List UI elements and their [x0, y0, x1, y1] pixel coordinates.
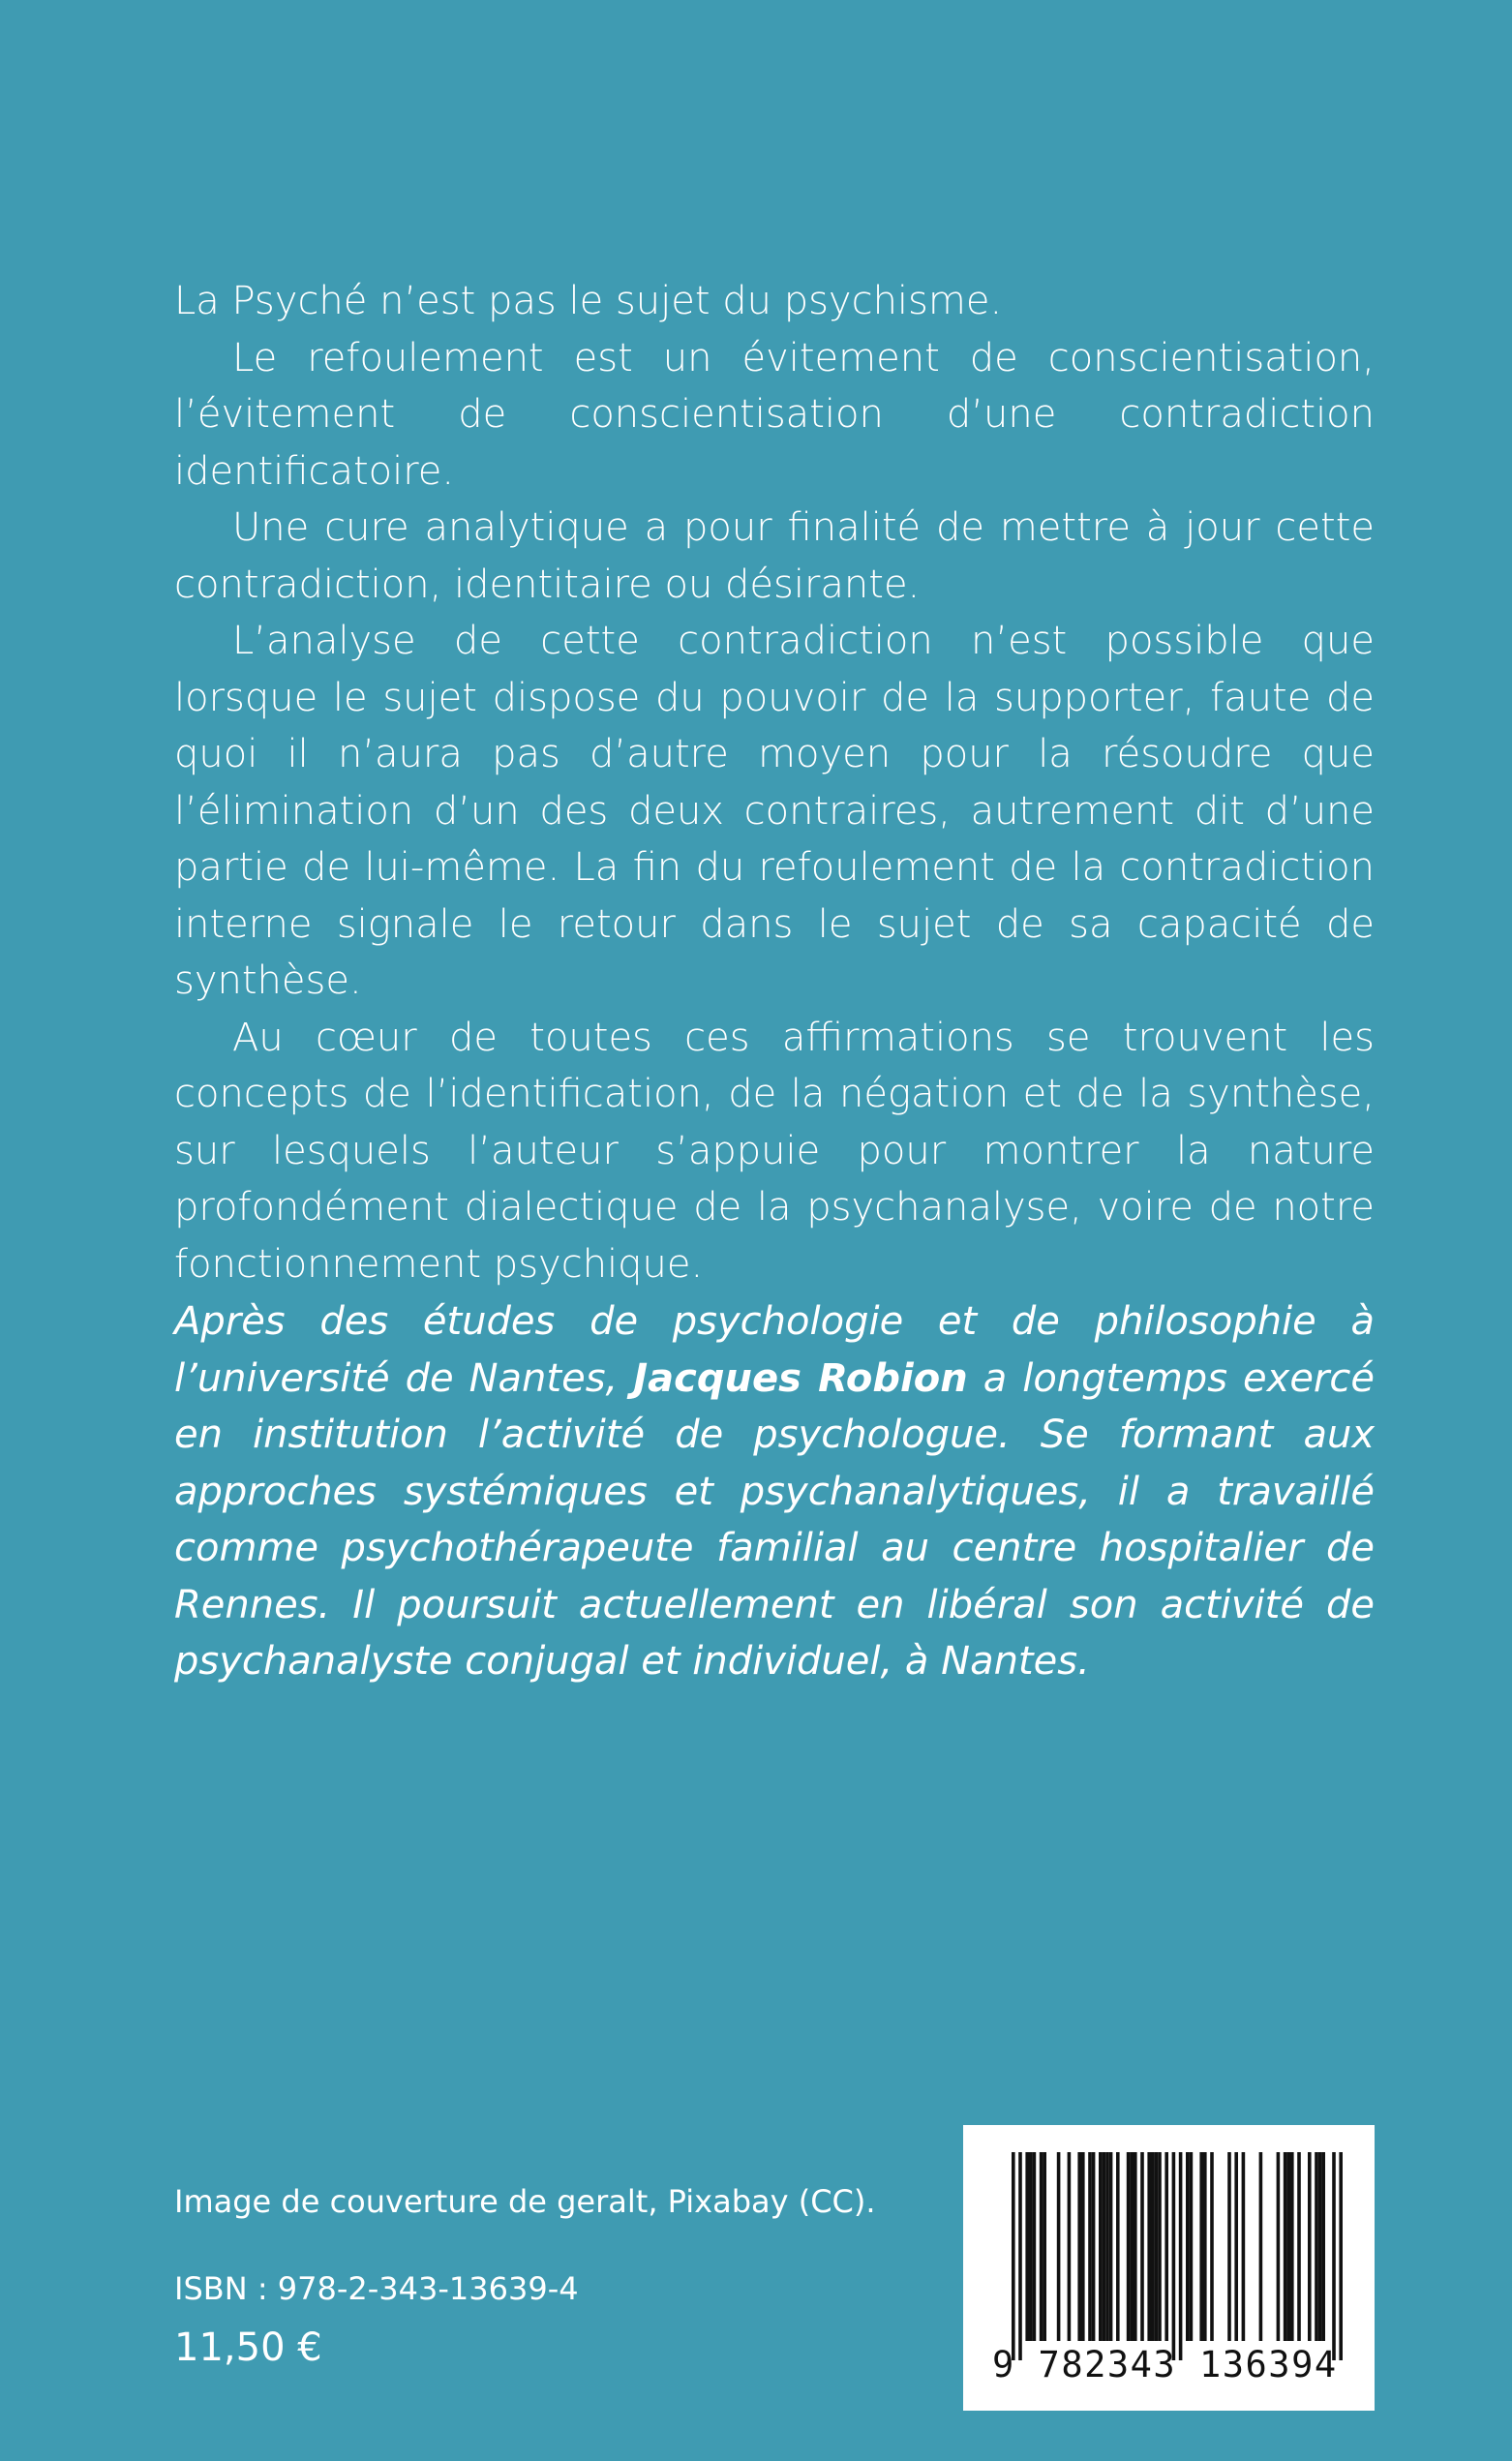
barcode-bar [1297, 2152, 1301, 2341]
barcode-bar [1210, 2152, 1214, 2341]
author-bio-intro: Après des études de psychologie et de philosophie à l’université de Nantes, [174, 1299, 1375, 1401]
barcode-bar [1109, 2152, 1113, 2341]
summary-text [174, 273, 1375, 1292]
barcode-bar [1134, 2152, 1137, 2341]
barcode-bar [1284, 2152, 1287, 2341]
barcode-bar [1040, 2152, 1043, 2341]
barcode-bar [1147, 2152, 1151, 2341]
barcode-bar [1290, 2152, 1294, 2341]
barcode-bar [1043, 2152, 1046, 2341]
barcode-bar [1140, 2152, 1144, 2341]
barcode-bar [1012, 2152, 1015, 2360]
barcode-bar [1242, 2152, 1246, 2341]
barcode-bar [1339, 2152, 1343, 2360]
image-credit: Image de couverture de geralt, Pixabay (CC). [174, 2183, 876, 2220]
barcode-bar [1172, 2152, 1176, 2360]
barcode-bar [1092, 2152, 1096, 2341]
summary-paragraph-5: Au cœur de toutes ces affirmations se trouvent les concepts de l’identification, de la négation et de la synthèse, sur lesquels l’auteur s’appuie pour montrer la nature profondément dialectique de la psychanalyse, voire de notre fonctionnement psychique. [174, 1015, 1375, 1287]
barcode-bar [1308, 2152, 1312, 2341]
author-bio-rest: a longtemps exercé en institution l’activité de psychologue. Se formant aux approches systémiques et psychanalytiques, il a travaillé comme psychothérapeute familial au centre hospitalier de Rennes. Il poursuit actuellement en libéral son activité de psychanalyste conjugal et individuel, à Nantes. [174, 1355, 1375, 1684]
barcode-bar [1151, 2152, 1155, 2341]
barcode-bar [1158, 2152, 1162, 2341]
summary-paragraph-1: La Psyché n’est pas le sujet du psychisme. [174, 279, 1003, 323]
barcode-bar [1234, 2152, 1238, 2341]
author-name: Jacques Robion [633, 1355, 968, 1401]
barcode-bar [1315, 2152, 1318, 2341]
isbn-number: ISBN : 978-2-343-13639-4 [174, 2270, 579, 2307]
barcode-bar [1116, 2152, 1120, 2341]
barcode-bar [1088, 2152, 1092, 2341]
barcode-bar [1033, 2152, 1037, 2341]
barcode-bar [1164, 2152, 1168, 2341]
barcode [963, 2125, 1375, 2411]
barcode-bar [1318, 2152, 1322, 2341]
barcode-bar [1179, 2152, 1183, 2360]
barcode-bar [1199, 2152, 1203, 2341]
summary-paragraph-4: L’analyse de cette contradiction n’est possible que lorsque le sujet dispose du pouvoir de la supporter, faute de quoi il n’aura pas d’autre moyen pour la résoudre que l’élimination d’un des deux contraires, autrement dit d’une partie de lui-même. La fin du refoulement de la contradiction interne signale le retour dans le sujet de sa capacité de synthèse. [174, 619, 1375, 1003]
barcode-bar [1286, 2152, 1290, 2341]
barcode-bar [1332, 2152, 1336, 2360]
barcode-bar [1277, 2152, 1281, 2341]
barcode-bar [1081, 2152, 1085, 2341]
summary-paragraph-2: Le refoulement est un évitement de conscientisation, l’évitement de conscientisation d’une contradiction identificatoire. [174, 335, 1375, 494]
barcode-bar [1068, 2152, 1072, 2341]
price: 11,50 € [174, 2325, 322, 2370]
barcode-bar [1186, 2152, 1190, 2341]
barcode-bar [1077, 2152, 1081, 2341]
barcode-bar [1018, 2152, 1022, 2360]
barcode-digits: 9 782343 136394 [992, 2344, 1338, 2385]
barcode-bar [1103, 2152, 1106, 2341]
barcode-bar [1029, 2152, 1033, 2341]
summary-paragraph-3: Une cure analytique a pour finalité de mettre à jour cette contradiction, identitaire ou désirante. [174, 505, 1375, 607]
barcode-bar [1321, 2152, 1325, 2341]
barcode-bar [1130, 2152, 1134, 2341]
barcode-bar [1259, 2152, 1263, 2341]
barcode-bar [1203, 2152, 1207, 2341]
author-bio [174, 1293, 1375, 1690]
barcode-bar [1025, 2152, 1029, 2341]
barcode-bar [1190, 2152, 1194, 2341]
barcode-bar [1155, 2152, 1159, 2341]
barcode-bar [1057, 2152, 1061, 2341]
barcode-bar [1099, 2152, 1103, 2341]
barcode-bar [1127, 2152, 1131, 2341]
barcode-bar [1105, 2152, 1109, 2341]
barcode-bar [1227, 2152, 1231, 2341]
